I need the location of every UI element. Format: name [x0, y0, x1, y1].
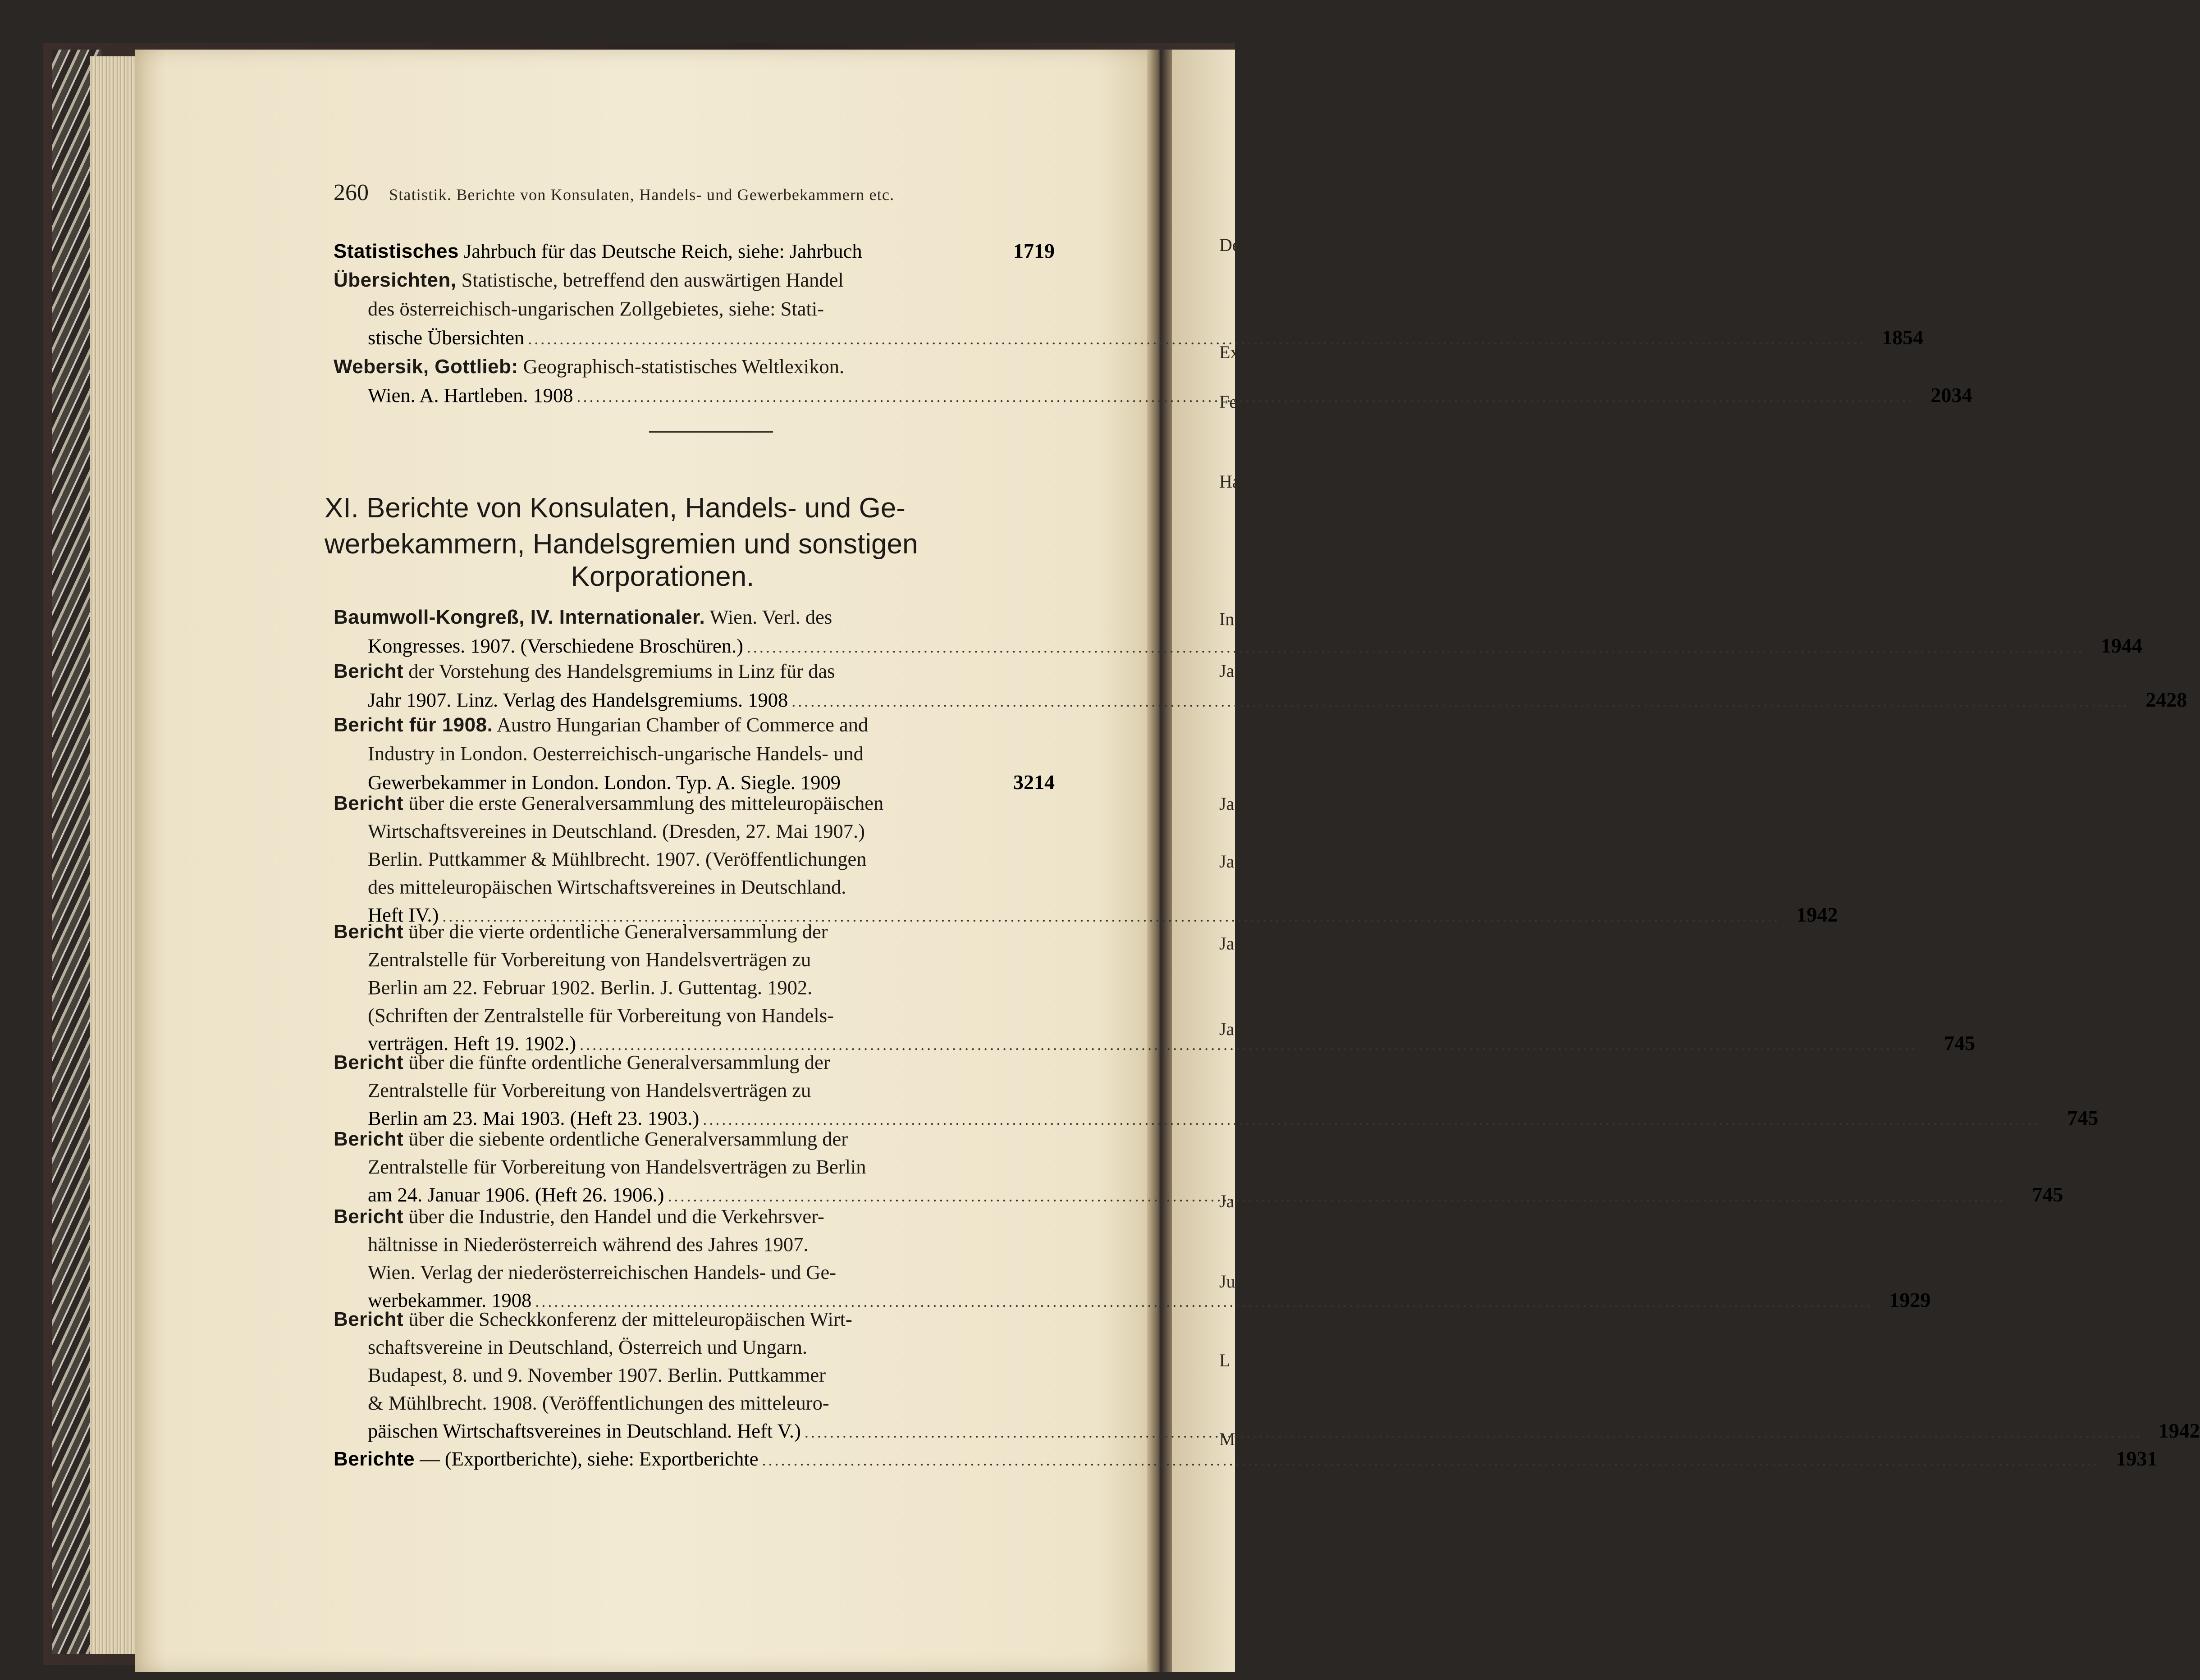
entry-heading: Bericht [334, 1205, 404, 1228]
entry-heading: Berichte [334, 1448, 415, 1470]
entry-number: 1942 [1796, 903, 1838, 926]
entry-number: 3214 [1013, 771, 1055, 794]
entry-text: über die Industrie, den Handel und die Verkehrsver- [408, 1205, 824, 1228]
entry-text: über die Scheckkonferenz der mitteleuropäischen Wirt- [408, 1308, 852, 1330]
entry-text: Zentralstelle für Vorbereitung von Handelsverträgen zu Berlin [368, 1155, 866, 1178]
running-head [334, 179, 1046, 211]
entry-text: Kongresses. 1907. (Verschiedene Broschüren.) [368, 635, 743, 657]
entry-text: der Vorstehung des Handelsgremiums in Linz für das [408, 660, 835, 682]
running-title: Statistik. Berichte von Konsulaten, Handels- und Gewerbekammern etc. [389, 186, 895, 204]
entry-heading: Übersichten, [334, 269, 457, 291]
facing-page-fragment: Ex [1219, 342, 1240, 362]
entry-number: 2034 [1930, 383, 1972, 406]
entry-text: Wien. A. Hartleben. 1908 [368, 384, 573, 406]
entry-text: über die vierte ordentliche Generalversammlung der [408, 920, 828, 943]
entry-text: werbekammer. 1908 [368, 1289, 532, 1311]
section-divider [649, 431, 773, 433]
leader-dots [762, 1446, 2099, 1475]
entry-heading: Bericht [334, 921, 404, 943]
entry-text: Zentralstelle für Vorbereitung von Handelsverträgen zu [368, 948, 811, 971]
entry-text: hältnisse in Niederösterreich während des Jahres 1907. [368, 1233, 809, 1255]
facing-page-fragment: Ja [1219, 851, 1235, 872]
index-entry [334, 1048, 2099, 1134]
index-entry [334, 710, 1055, 797]
index-entry [334, 657, 2187, 714]
facing-page-fragment: Ja [1219, 1019, 1235, 1039]
entry-text: & Mühlbrecht. 1908. (Veröffentlichungen des mitteleuro- [368, 1392, 829, 1414]
entry-text: Jahrbuch für das Deutsche Reich, siehe: Jahrbuch [464, 240, 862, 262]
entry-heading: Baumwoll-Kongreß, IV. Internationaler. [334, 606, 705, 628]
leader-dots [576, 382, 1914, 411]
entry-text: Heft IV.) [368, 904, 439, 926]
entry-text: Statistische, betreffend den auswärtigen Handel [461, 269, 844, 291]
entry-text: Berlin am 23. Mai 1903. (Heft 23. 1903.) [368, 1107, 700, 1129]
entry-number: 745 [2032, 1183, 2063, 1206]
entry-heading: Bericht für 1908. [334, 714, 493, 736]
index-entry [334, 1124, 2063, 1211]
entry-heading: Statistisches [334, 240, 459, 262]
entry-text: päischen Wirtschaftsvereines in Deutschland. Heft V.) [368, 1420, 801, 1442]
entry-number: 1929 [1889, 1288, 1931, 1311]
entry-text: stische Übersichten [368, 326, 525, 349]
entry-text: Industry in London. Oesterreichisch-ungarische Handels- und [368, 742, 864, 765]
entry-text: über die erste Generalversammlung des mitteleuropäischen [408, 792, 884, 814]
page-number: 260 [334, 180, 369, 205]
entry-text: Gewerbekammer in London. London. Typ. A. Siegle. 1909 [368, 771, 841, 794]
entry-text: am 24. Januar 1906. (Heft 26. 1906.) [368, 1183, 664, 1206]
section-heading: werbekammern, Handelsgremien und sonstigen [325, 529, 918, 560]
leader-dots [528, 324, 1866, 353]
section-heading: XI. Berichte von Konsulaten, Handels- und Ge- [325, 493, 906, 524]
entry-text: Austro Hungarian Chamber of Commerce and [496, 713, 869, 736]
index-entry [334, 1444, 2158, 1473]
entry-text: Geographisch-statistisches Weltlexikon. [523, 355, 845, 378]
facing-page-fragment: Ja [1219, 1191, 1235, 1211]
entry-text: des österreichisch-ungarischen Zollgebietes, siehe: Stati- [368, 297, 824, 320]
entry-text: Budapest, 8. und 9. November 1907. Berlin. Puttkammer [368, 1364, 826, 1386]
entry-text: Jahr 1907. Linz. Verlag des Handelsgremiums. 1908 [368, 689, 788, 711]
entry-number: 1942 [2158, 1419, 2200, 1442]
entry-number: 1931 [2116, 1447, 2158, 1470]
entry-text: schaftsvereine in Deutschland, Österreich und Ungarn. [368, 1336, 807, 1358]
entry-text: Wirtschaftsvereines in Deutschland. (Dresden, 27. Mai 1907.) [368, 820, 865, 842]
entry-text: Zentralstelle für Vorbereitung von Handelsverträgen zu [368, 1079, 811, 1101]
index-entry [334, 603, 2142, 660]
entry-number: 2428 [2145, 688, 2187, 711]
entry-text: über die siebente ordentliche Generalversammlung der [408, 1128, 848, 1150]
entry-heading: Bericht [334, 792, 404, 814]
entry-text: Wien. Verl. des [709, 606, 832, 628]
facing-page-fragment: Fe [1219, 392, 1237, 412]
entry-number: 745 [2067, 1106, 2099, 1129]
facing-page-fragment: M [1219, 1429, 1235, 1449]
entry-number: 1944 [2100, 634, 2142, 657]
entry-text: (Schriften der Zentralstelle für Vorbereitung von Handels- [368, 1004, 834, 1027]
entry-heading: Bericht [334, 1051, 404, 1073]
entry-number: 1854 [1882, 326, 1924, 349]
entry-number: 1719 [1013, 239, 1055, 262]
entry-heading: Bericht [334, 1128, 404, 1150]
facing-page-fragment: Ja [1219, 933, 1235, 954]
facing-page-fragment: De [1219, 235, 1240, 255]
entry-text: über die fünfte ordentliche Generalversammlung der [408, 1051, 830, 1073]
entry-number: 745 [1944, 1032, 1976, 1055]
entry-heading: Bericht [334, 660, 404, 682]
entry-text: verträgen. Heft 19. 1902.) [368, 1032, 576, 1055]
entry-heading: Webersik, Gottlieb: [334, 356, 518, 378]
facing-page-fragment: Ha [1219, 471, 1240, 492]
facing-page-fragment: L [1219, 1350, 1230, 1370]
index-entry [334, 237, 1055, 265]
entry-text: — (Exportberichte), siehe: Exportberichte [420, 1447, 759, 1470]
facing-page-fragment: Ja [1219, 661, 1235, 681]
entry-text: des mitteleuropäischen Wirtschaftsvereines in Deutschland. [368, 876, 846, 898]
facing-page-fragment: Ja [1219, 794, 1235, 814]
section-heading: Korporationen. [571, 561, 755, 592]
facing-page-fragment: Ju [1219, 1271, 1235, 1292]
entry-text: Wien. Verlag der niederösterreichischen Handels- und Ge- [368, 1261, 837, 1283]
facing-page-fragment: In [1219, 609, 1235, 629]
index-entry [334, 1305, 2200, 1449]
entry-text: Berlin. Puttkammer & Mühlbrecht. 1907. (Veröffentlichungen [368, 848, 867, 870]
leader-dots [805, 1418, 2142, 1447]
entry-text: Berlin am 22. Februar 1902. Berlin. J. Guttentag. 1902. [368, 976, 813, 999]
entry-heading: Bericht [334, 1308, 404, 1330]
